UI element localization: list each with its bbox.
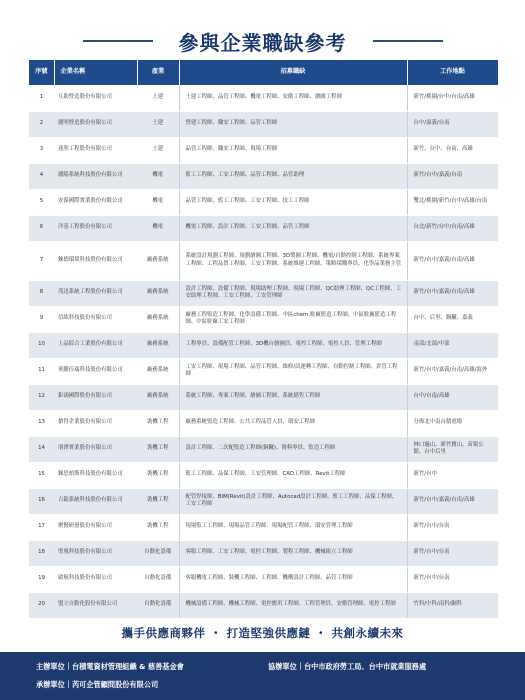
cell-industry: 自動化設備 — [137, 540, 179, 566]
cell-location: 新竹/台中/台南 — [407, 540, 498, 566]
table-row — [29, 384, 498, 410]
header-location: 工作地點 — [407, 60, 498, 85]
table-row — [29, 280, 498, 306]
table-row — [29, 566, 498, 592]
title-left-rule — [83, 40, 153, 42]
title-area — [0, 24, 525, 58]
cell-company: 麗陽系統科技股份有限公司 — [54, 163, 137, 189]
cell-company: 安葆國際實業股份有限公司 — [54, 189, 137, 215]
cell-industry: 裝機工程 — [137, 514, 179, 540]
table-row — [29, 241, 498, 280]
cell-jobs: 工程專員、設備配管工程師、3D機台繪圖員、電控工程師、電控人員、管理工程師 — [179, 332, 407, 358]
cell-industry: 機電 — [137, 215, 179, 241]
table-row — [29, 215, 498, 241]
cell-industry: 土建 — [137, 85, 179, 111]
footer-organizer: 主辦單位｜台積電資材管理組織 & 慈善基金會 — [36, 662, 184, 671]
cell-industry: 廠務系統 — [137, 306, 179, 332]
cell-industry: 廠務系統 — [137, 332, 179, 358]
cell-no: 13 — [29, 410, 54, 436]
cell-no: 10 — [29, 332, 54, 358]
cell-location: 新竹/台中/台南 — [407, 566, 498, 592]
cell-location: 新竹、台中、台南、高雄 — [407, 137, 498, 163]
cell-industry: 自動化設備 — [137, 592, 179, 618]
cell-location: 林口龜山、新竹寶山、苗栗公館、台中后里 — [407, 436, 498, 462]
table-row — [29, 410, 498, 436]
table-row — [29, 592, 498, 618]
cell-jobs: 品管工程師、職安工程師、現場工程師 — [179, 137, 407, 163]
cell-company: 麗明營造股份有限公司 — [54, 111, 137, 137]
cell-industry: 土建 — [137, 137, 179, 163]
cell-jobs: 客服工程師、工安工程師、電控工程師、製程工程師、機械組立工程師 — [179, 540, 407, 566]
cell-no: 1 — [29, 85, 54, 111]
cell-company: 互助營造股份有限公司 — [54, 85, 137, 111]
cell-location: 新竹/台中 — [407, 462, 498, 488]
cell-no: 17 — [29, 514, 54, 540]
cell-location: 新竹/桃園/台中/台南/高雄 — [407, 85, 498, 111]
cell-company: 鉅鴻國際股份有限公司 — [54, 384, 137, 410]
cell-company: 盟立自動化股份有限公司 — [54, 592, 137, 618]
cell-jobs: 配管焊接師、BIM(Revit)設計工程師、Autocad設計工程師、監工工程師、品保工程師、工安工程師 — [179, 488, 407, 514]
cell-no: 20 — [29, 592, 54, 618]
header-jobs: 招募職缺 — [179, 60, 407, 85]
cell-no: 18 — [29, 540, 54, 566]
cell-location: 台中/嘉義/台南 — [407, 111, 498, 137]
cell-no: 4 — [29, 163, 54, 189]
table-row — [29, 462, 498, 488]
cell-location: 新竹/台中/嘉義/台南/高雄 — [407, 280, 498, 306]
cell-jobs: 土建工程師、品管工程師、機電工程師、安衛工程師、繪圖工程師 — [179, 85, 407, 111]
cell-jobs: 監工工程師、品保工程師、工安管理師、CAD工程師、Revit工程師 — [179, 462, 407, 488]
cell-industry: 廠務系統 — [137, 280, 179, 306]
cell-no: 16 — [29, 488, 54, 514]
cell-industry: 裝機工程 — [137, 410, 179, 436]
table-row — [29, 85, 498, 111]
cell-location: 竹科/中科/南科/銅科 — [407, 592, 498, 618]
table-row — [29, 111, 498, 137]
cell-industry: 廠務系統 — [137, 384, 179, 410]
header-industry: 產業 — [137, 60, 179, 85]
cell-location: 台中/台南/高雄 — [407, 384, 498, 410]
table-row — [29, 306, 498, 332]
cell-no: 14 — [29, 436, 54, 462]
cell-no: 2 — [29, 111, 54, 137]
cell-location: 台北/新竹/台中/台南/高雄 — [407, 215, 498, 241]
table-body — [29, 85, 498, 618]
title-right-rule — [373, 40, 443, 42]
cell-company: 奧騰佳瑞科技股份有限公司 — [54, 358, 137, 384]
cell-jobs: 機械設備工程師、機械工程師、電控應用工程師、工程管理員、安衛管理師、電控工程師 — [179, 592, 407, 618]
cell-location: 台中、后里、銅鑼、嘉義 — [407, 306, 498, 332]
table-row — [29, 436, 498, 462]
cell-company: 朋澤實業股份有限公司 — [54, 436, 137, 462]
table-row — [29, 137, 498, 163]
cell-no: 6 — [29, 215, 54, 241]
cell-no: 11 — [29, 358, 54, 384]
cell-industry: 裝機工程 — [137, 436, 179, 462]
cell-location: 新竹/台中/嘉義/台南/高雄 — [407, 241, 498, 280]
cell-no: 5 — [29, 189, 54, 215]
cell-jobs: 設計工程師、設備工程師、現場助理工程師、現場工程師、QC助理工程師、QC工程師、工安助理工程師、工安工程師、工安管理師 — [179, 280, 407, 306]
table-row — [29, 488, 498, 514]
cell-industry: 廠務系統 — [137, 241, 179, 280]
cell-industry: 廠務系統 — [137, 358, 179, 384]
table-row — [29, 189, 498, 215]
cell-no: 12 — [29, 384, 54, 410]
header-no: 序號 — [29, 60, 54, 85]
cell-company: 吉鋐系統科技股份有限公司 — [54, 488, 137, 514]
cell-jobs: 工安工程師、現場工程師、品管工程師、維修/試運轉工程師、自動控制工程師、倉管工程師 — [179, 358, 407, 384]
cell-jobs: 監工工程師、工安工程師、品管工程師、品管助理 — [179, 163, 407, 189]
cell-company: 上品綜合工業股份有限公司 — [54, 332, 137, 358]
cell-industry: 機電 — [137, 189, 179, 215]
cell-location: 雙北/桃園/新竹/台中/高雄/台南 — [407, 189, 498, 215]
table-row — [29, 163, 498, 189]
cell-location: 分佈北中南台積電場 — [407, 410, 498, 436]
cell-jobs: 機電工程師、設計工程師、工安工程師、品管工程師 — [179, 215, 407, 241]
cell-company: 達欣工程股份有限公司 — [54, 137, 137, 163]
cell-jobs: 廠務工程監造工程師、化學設備工程師、中區chem.駐廠監造工程師、中區駐廠監造工程師、中區駐廠工安工程師 — [179, 306, 407, 332]
cell-company: 聚賢研發股份有限公司 — [54, 514, 137, 540]
cell-no: 19 — [29, 566, 54, 592]
cell-company: 錸德環境科技股份有限公司 — [54, 241, 137, 280]
cell-company: 啟航科技股份有限公司 — [54, 566, 137, 592]
cell-no: 7 — [29, 241, 54, 280]
cell-company: 茂迅系統工程股份有限公司 — [54, 280, 137, 306]
page-title: 參與企業職缺參考 — [178, 30, 347, 55]
cell-no: 3 — [29, 137, 54, 163]
table-header-row — [29, 60, 498, 85]
cell-location: 新竹/台中/嘉義/台南 — [407, 163, 498, 189]
cell-jobs: 品管工程師、監工工程師、工安工程師、技工工程師 — [179, 189, 407, 215]
table-row — [29, 358, 498, 384]
cell-jobs: 營建工程師、職安工程師、品管工程師 — [179, 111, 407, 137]
table-row — [29, 514, 498, 540]
cell-location: 南部/北部/中部 — [407, 332, 498, 358]
cell-jobs: 現場監工工程師、現場品管工程師、現場配管工程師、環安管理工程師 — [179, 514, 407, 540]
cell-location: 新竹/台中/台南 — [407, 514, 498, 540]
cell-jobs: 客服機電工程師、裝機工程師、工程師、機構設計工程師、品管工程師 — [179, 566, 407, 592]
cell-industry: 裝機工程 — [137, 488, 179, 514]
cell-industry: 機電 — [137, 163, 179, 189]
cell-jobs: 廠務系統監造工程師、公共工程品管人員、環安工程師 — [179, 410, 407, 436]
cell-company: 信紘科技股份有限公司 — [54, 306, 137, 332]
header-company: 企業名稱 — [54, 60, 137, 85]
footer-co-organizer: 協辦單位｜台中市政府勞工局、台中市就業服務處 — [268, 662, 427, 671]
cell-jobs: 系統設計規劃工程師、規劃繪圖工程師、3D製圖工程師、機電/自動控制工程師、系統專案工程師、工程品質工程師、工安工程師、系統維運工程師、策略採購專員、化學品業務主管 — [179, 241, 407, 280]
footer — [0, 652, 525, 700]
cell-no: 15 — [29, 462, 54, 488]
slogan: 攜手供應商夥伴 ・ 打造堅強供應鏈 ・ 共創永續未來 — [121, 626, 404, 640]
cell-industry: 土建 — [137, 111, 179, 137]
cell-no: 9 — [29, 306, 54, 332]
cell-industry: 裝機工程 — [137, 462, 179, 488]
cell-company: 聖凰科技股份有限公司 — [54, 540, 137, 566]
cell-jobs: 系統工程師、專案工程師、繪圖工程師、系統銷售工程師 — [179, 384, 407, 410]
table-row — [29, 332, 498, 358]
table-row — [29, 540, 498, 566]
cell-company: 洋基工程股份有限公司 — [54, 215, 137, 241]
cell-company: 搶得企業股份有限公司 — [54, 410, 137, 436]
cell-company: 錸思柏斯科技股份有限公司 — [54, 462, 137, 488]
footer-executor: 承辦單位｜芮可企管顧問股份有限公司 — [36, 680, 159, 689]
cell-location: 新竹/台中/嘉義/台南/高雄/海外 — [407, 358, 498, 384]
cell-no: 8 — [29, 280, 54, 306]
cell-location: 新竹/台中/嘉義/台南/高雄 — [407, 488, 498, 514]
job-table — [29, 60, 499, 619]
cell-jobs: 設計工程師、二次配監造工程師(銅鑼)、資料專員、監造工程師 — [179, 436, 407, 462]
cell-industry: 自動化設備 — [137, 566, 179, 592]
